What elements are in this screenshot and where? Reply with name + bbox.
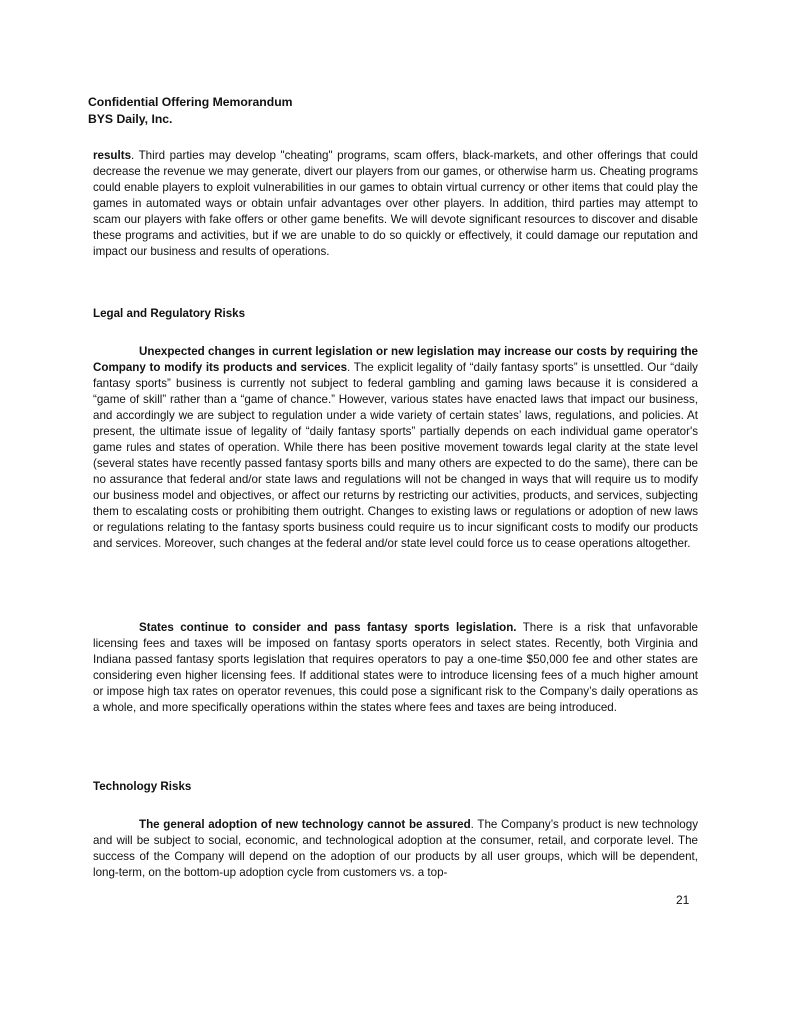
legal-p2-lead: States continue to consider and pass fantasy sports legislation. (139, 621, 517, 634)
tech-paragraph-1 (93, 817, 698, 881)
legal-p1-lead: Unexpected changes in current legislation or new legislation may increase our costs by requiring the Company to modify its products and services (93, 345, 698, 374)
intro-lead: results (93, 149, 132, 162)
tech-p1-body: . The Company’s product is new technology and will be subject to social, economic, and technological adoption at the consumer, retail, and corporate level. The success of the Company will depend on the adoption of our products by all user groups, which will be dependent, long-term, on the bottom-up adoption cycle from customers vs. a top- (93, 818, 698, 879)
legal-p2-body: There is a risk that unfavorable licensing fees and taxes will be imposed on fantasy sports operators in select states. Recently, both Virginia and Indiana passed fantasy sports legislation that requires operators to pay a one-time $50,000 fee and other states are considering even higher licensing fees. If additional states were to introduce licensing fees of a much higher amount or impose high tax rates on operator revenues, this could pose a significant risk to the Company’s daily operations as a whole, and more specifically operations within the states where fees and taxes are being introduced. (93, 621, 698, 714)
legal-p1-body: . The explicit legality of “daily fantasy sports” is unsettled. Our “daily fantasy sports” business is currently not subject to federal gambling and gaming laws because it is considered a “game of skill” rather than a “game of chance.” However, various states have enacted laws that impact our business, and accordingly we are subject to regulation under a wide variety of certain states’ laws, regulations, and policies. At present, the ultimate issue of legality of “daily fantasy sports” partially depends on each individual game operator's game rules and states of operation. While there has been positive movement towards legal clarity at the state level (several states have recently passed fantasy sports bills and many others are expected to do the same), there can be no assurance that federal and/or state laws and regulations will not be changed in ways that will require us to modify our business model and objectives, or affect our returns by restricting our activities, products, and services, subjecting them to escalating costs or prohibiting them outright. Changes to existing laws or regulations or adoption of new laws or regulations relating to the fantasy sports business could require us to incur significant costs to modify our products and services. Moreover, such changes at the federal and/or state level could force us to cease operations altogether. (93, 361, 698, 550)
tech-p1-lead: The general adoption of new technology cannot be assured (139, 818, 471, 831)
legal-section-title: Legal and Regulatory Risks (93, 307, 246, 320)
header-company: BYS Daily, Inc. (88, 112, 173, 126)
tech-section-title: Technology Risks (93, 780, 192, 793)
legal-paragraph-1 (93, 344, 698, 552)
intro-body: . Third parties may develop "cheating" programs, scam offers, black-markets, and other offerings that could decrease the revenue we may generate, divert our players from our games, or otherwise harm us. Cheating programs could enable players to exploit vulnerabilities in our games to obtain virtual currency or other items that could play the games in automated ways or obtain unfair advantages over other players. In addition, third parties may attempt to scam our players with fake offers or other game benefits. We will devote significant resources to discover and disable these programs and activities, but if we are unable to do so quickly or effectively, it could damage our reputation and impact our business and results of operations. (93, 149, 698, 258)
legal-paragraph-2 (93, 620, 698, 716)
intro-paragraph (93, 148, 698, 260)
page-number: 21 (676, 893, 690, 907)
header-title: Confidential Offering Memorandum (88, 95, 293, 109)
